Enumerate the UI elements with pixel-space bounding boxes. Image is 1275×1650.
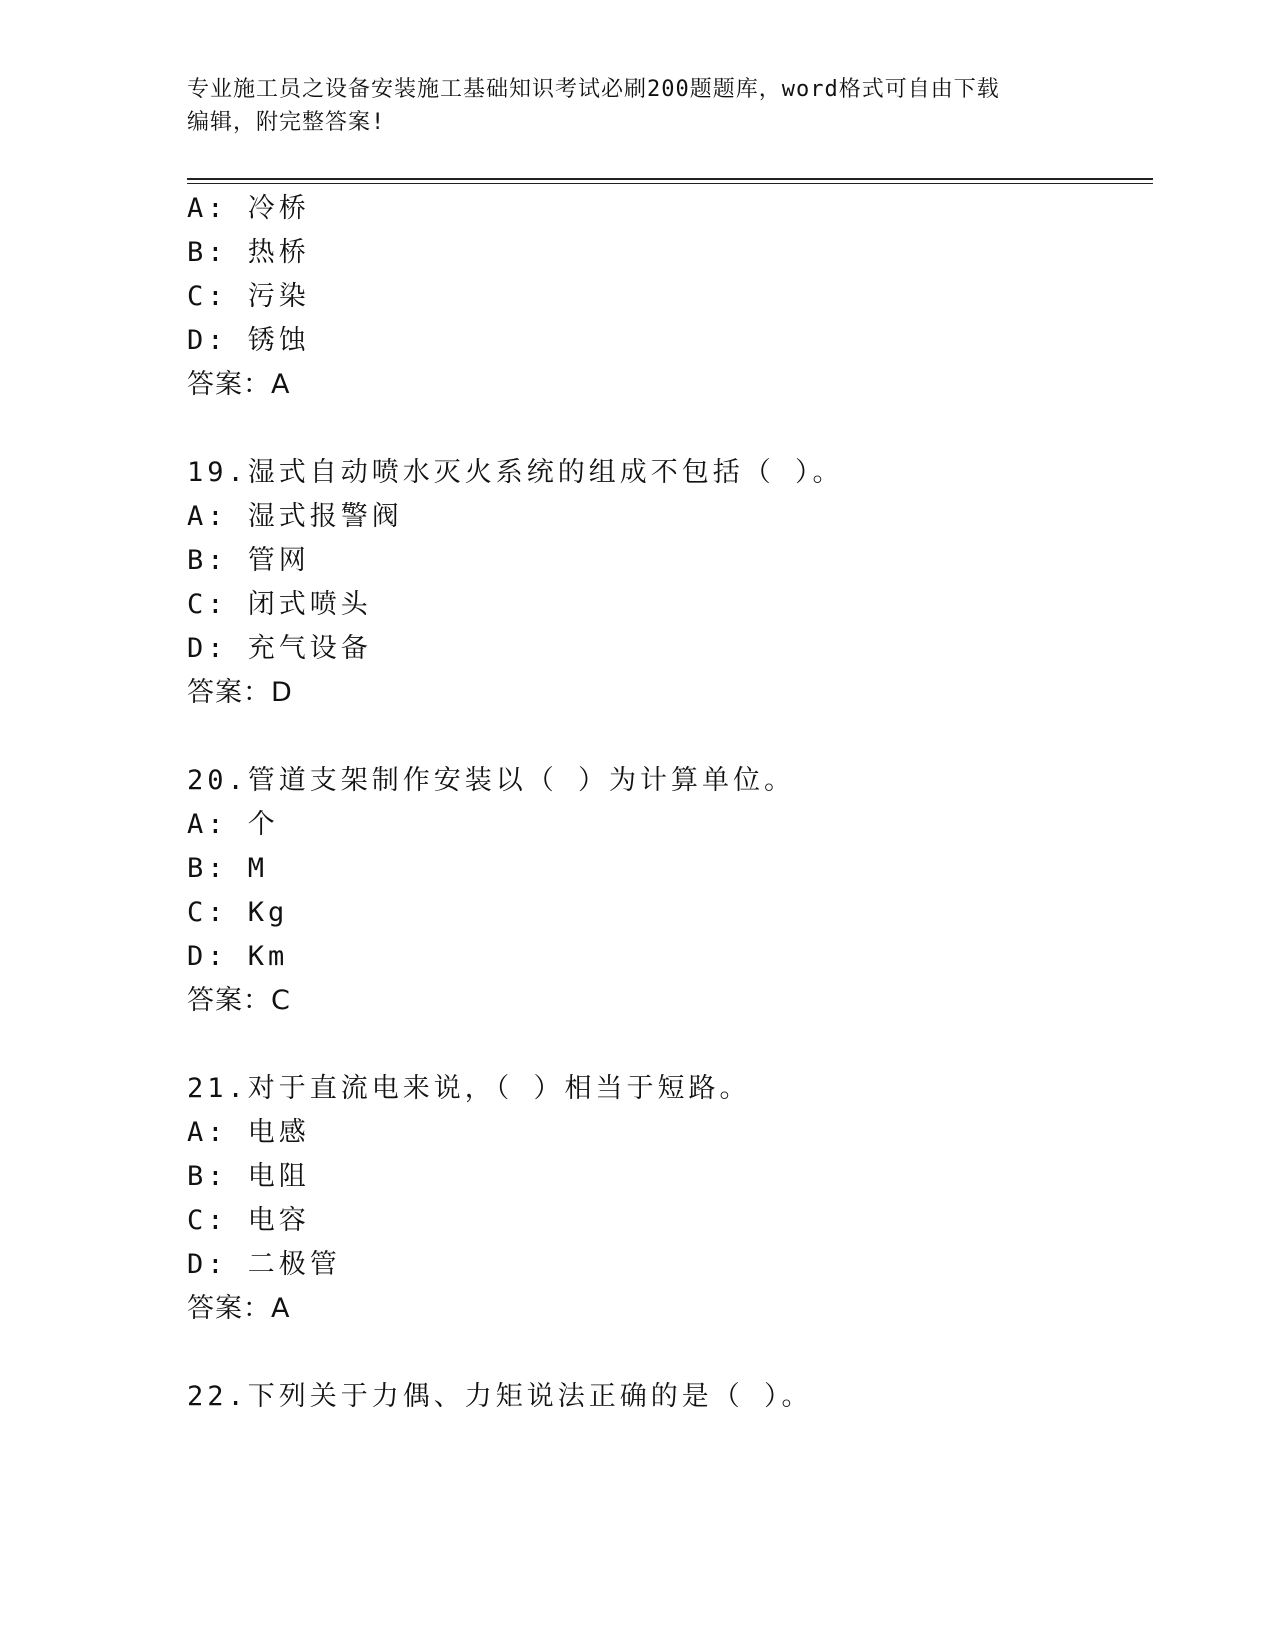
q19-option-b: B: 管网 xyxy=(187,545,310,576)
header-title-line2: 编辑，附完整答案! xyxy=(187,110,386,135)
q20-option-b: B: M xyxy=(187,853,269,884)
q18-option-d: D: 锈蚀 xyxy=(187,325,310,356)
q18-option-a: A: 冷桥 xyxy=(187,193,310,224)
q20-option-c: C: Kg xyxy=(187,897,289,928)
q18-answer: 答案：A xyxy=(187,369,291,400)
q21-option-d: D: 二极管 xyxy=(187,1249,341,1280)
q20-option-a: A: 个 xyxy=(187,809,279,840)
q18-option-b: B: 热桥 xyxy=(187,237,310,268)
q19-option-a: A: 湿式报警阀 xyxy=(187,501,403,532)
q19-stem: 19.湿式自动喷水灭火系统的组成不包括（ ）。 xyxy=(187,457,844,488)
q19-option-d: D: 充气设备 xyxy=(187,633,372,664)
header-title-line1: 专业施工员之设备安装施工基础知识考试必刷200题题库，word格式可自由下载 xyxy=(187,77,1000,102)
document-header xyxy=(187,73,1087,139)
q20-stem: 20.管道支架制作安装以（ ）为计算单位。 xyxy=(187,765,796,796)
q20-option-d: D: Km xyxy=(187,941,289,972)
q22-stem: 22.下列关于力偶、力矩说法正确的是（ ）。 xyxy=(187,1381,813,1412)
q20-answer: 答案：C xyxy=(187,985,291,1016)
q21-option-a: A: 电感 xyxy=(187,1117,310,1148)
q21-answer: 答案：A xyxy=(187,1293,291,1324)
q19-option-c: C: 闭式喷头 xyxy=(187,589,372,620)
q21-stem: 21.对于直流电来说，（ ）相当于短路。 xyxy=(187,1073,751,1104)
q19-answer: 答案：D xyxy=(187,677,293,708)
q21-option-b: B: 电阻 xyxy=(187,1161,310,1192)
header-divider-thin xyxy=(187,183,1153,184)
header-divider-thick xyxy=(187,178,1153,180)
q21-option-c: C: 电容 xyxy=(187,1205,310,1236)
q18-option-c: C: 污染 xyxy=(187,281,310,312)
